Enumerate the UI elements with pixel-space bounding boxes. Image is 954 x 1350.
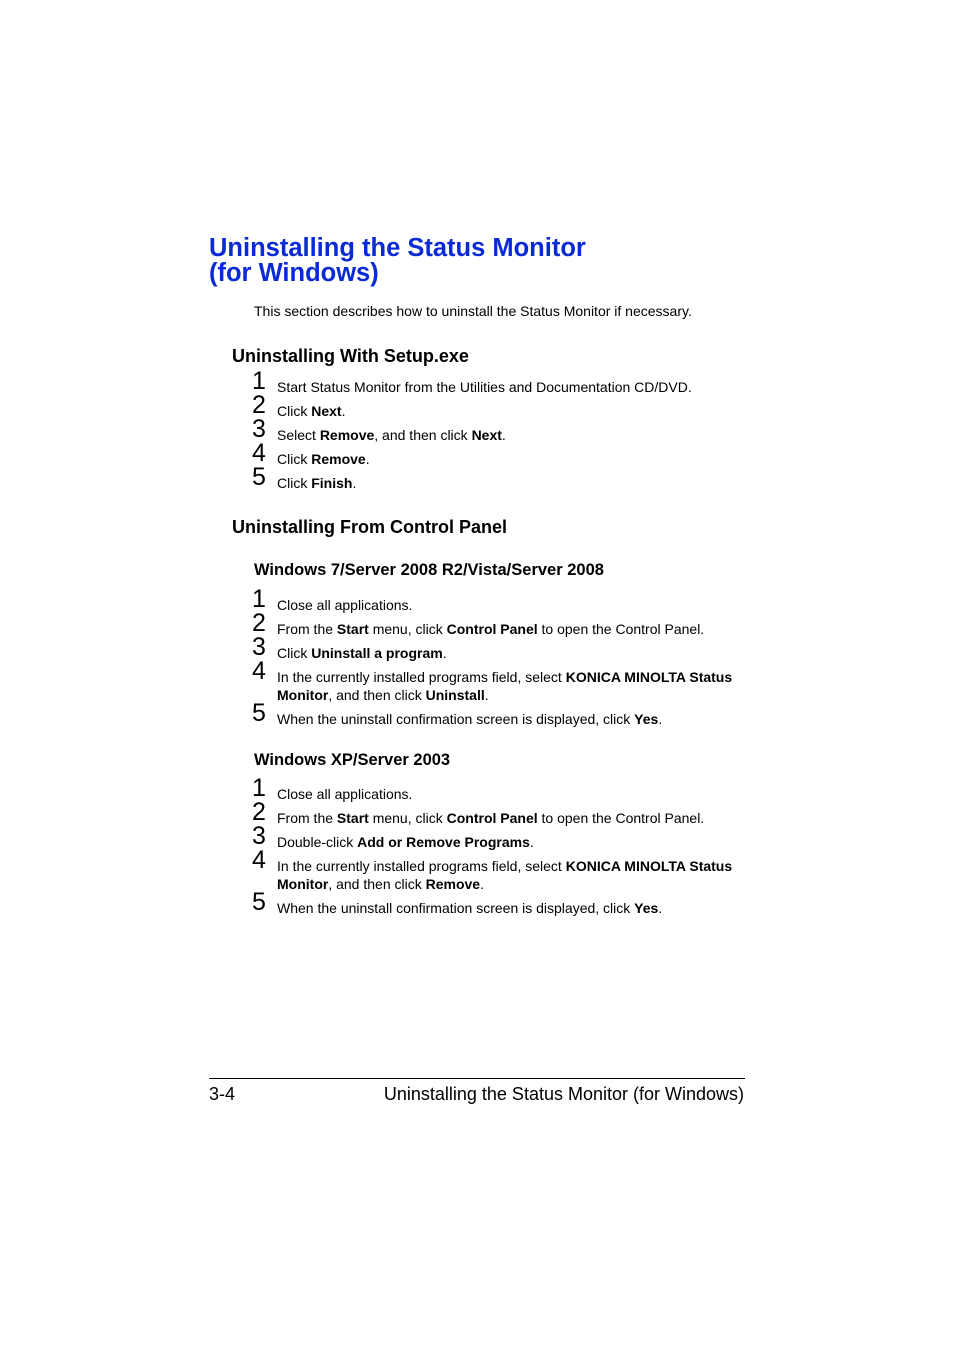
control-panel-heading: Uninstalling From Control Panel	[232, 517, 508, 537]
ui-term: Start	[336, 810, 369, 826]
step-text: Click Uninstall a program.	[277, 645, 447, 661]
ui-term: Remove	[319, 427, 375, 443]
ui-term: Remove	[311, 451, 366, 467]
page-title-line-1: Uninstalling the Status Monitor	[209, 234, 586, 262]
step-number: 1	[252, 367, 266, 395]
step-text: In the currently installed programs field, select KONICA MINOLTA Status Monitor, and then click Remove.	[277, 858, 733, 892]
ui-term: Finish	[311, 475, 353, 491]
ui-term: Start	[336, 621, 369, 637]
ui-term: Next	[471, 427, 502, 443]
winxp-steps	[250, 774, 750, 923]
ui-term: KONICA MINOLTA Status Monitor	[277, 669, 733, 703]
step-item	[250, 657, 750, 704]
ui-term: Yes	[634, 900, 659, 916]
step-text: Start Status Monitor from the Utilities and Documentation CD/DVD.	[277, 379, 692, 395]
step-text: Click Remove.	[277, 451, 370, 467]
step-text: Click Finish.	[277, 475, 357, 491]
ui-term: KONICA MINOLTA Status Monitor	[277, 858, 733, 892]
ui-term: Add or Remove Programs	[357, 834, 530, 850]
step-text: From the Start menu, click Control Panel to open the Control Panel.	[277, 810, 705, 826]
step-item	[250, 415, 750, 444]
page-title	[209, 236, 769, 286]
step-text: When the uninstall confirmation screen is displayed, click Yes.	[277, 900, 663, 916]
step-number: 1	[252, 585, 266, 613]
step-item	[250, 888, 750, 917]
win7-heading: Windows 7/Server 2008 R2/Vista/Server 2008	[254, 561, 604, 579]
setup-steps	[250, 367, 750, 498]
step-text: Close all applications.	[277, 597, 413, 613]
ui-term: Control Panel	[446, 621, 538, 637]
step-text: When the uninstall confirmation screen is displayed, click Yes.	[277, 711, 663, 727]
step-number: 2	[252, 609, 266, 637]
step-number: 2	[252, 798, 266, 826]
step-number: 3	[252, 633, 266, 661]
footer-rule	[209, 1078, 745, 1079]
step-item	[250, 798, 750, 827]
ui-term: Yes	[634, 711, 659, 727]
step-item	[250, 463, 750, 492]
ui-term: Control Panel	[446, 810, 538, 826]
step-item	[250, 846, 750, 893]
step-item	[250, 822, 750, 851]
step-number: 5	[252, 463, 266, 491]
step-number: 5	[252, 699, 266, 727]
ui-term: Remove	[425, 876, 481, 892]
setup-heading: Uninstalling With Setup.exe	[232, 346, 469, 366]
step-item	[250, 609, 750, 638]
step-item	[250, 439, 750, 468]
ui-term: Uninstall	[425, 687, 485, 703]
page-title-line-2: (for Windows)	[209, 259, 379, 287]
step-number: 1	[252, 774, 266, 802]
step-number: 3	[252, 822, 266, 850]
intro-paragraph: This section describes how to uninstall the Status Monitor if necessary.	[254, 303, 692, 319]
step-text: Click Next.	[277, 403, 346, 419]
step-item	[250, 391, 750, 420]
step-number: 4	[252, 846, 266, 874]
step-number: 4	[252, 657, 266, 685]
step-number: 3	[252, 415, 266, 443]
winxp-heading: Windows XP/Server 2003	[254, 751, 451, 769]
step-number: 4	[252, 439, 266, 467]
step-item	[250, 633, 750, 662]
ui-term: Uninstall a program	[311, 645, 443, 661]
step-item	[250, 774, 750, 803]
footer-section-title: Uninstalling the Status Monitor (for Windows)	[383, 1084, 744, 1104]
step-item	[250, 585, 750, 614]
footer-page-number: 3-4	[209, 1084, 236, 1104]
ui-term: Next	[311, 403, 342, 419]
step-text: Double-click Add or Remove Programs.	[277, 834, 534, 850]
step-number: 2	[252, 391, 266, 419]
step-text: Close all applications.	[277, 786, 413, 802]
step-item	[250, 699, 750, 728]
step-text: From the Start menu, click Control Panel to open the Control Panel.	[277, 621, 705, 637]
step-number: 5	[252, 888, 266, 916]
step-item	[250, 367, 750, 396]
step-text: Select Remove, and then click Next.	[277, 427, 506, 443]
step-text: In the currently installed programs field, select KONICA MINOLTA Status Monitor, and then click Uninstall.	[277, 669, 733, 703]
win7-steps	[250, 585, 750, 734]
